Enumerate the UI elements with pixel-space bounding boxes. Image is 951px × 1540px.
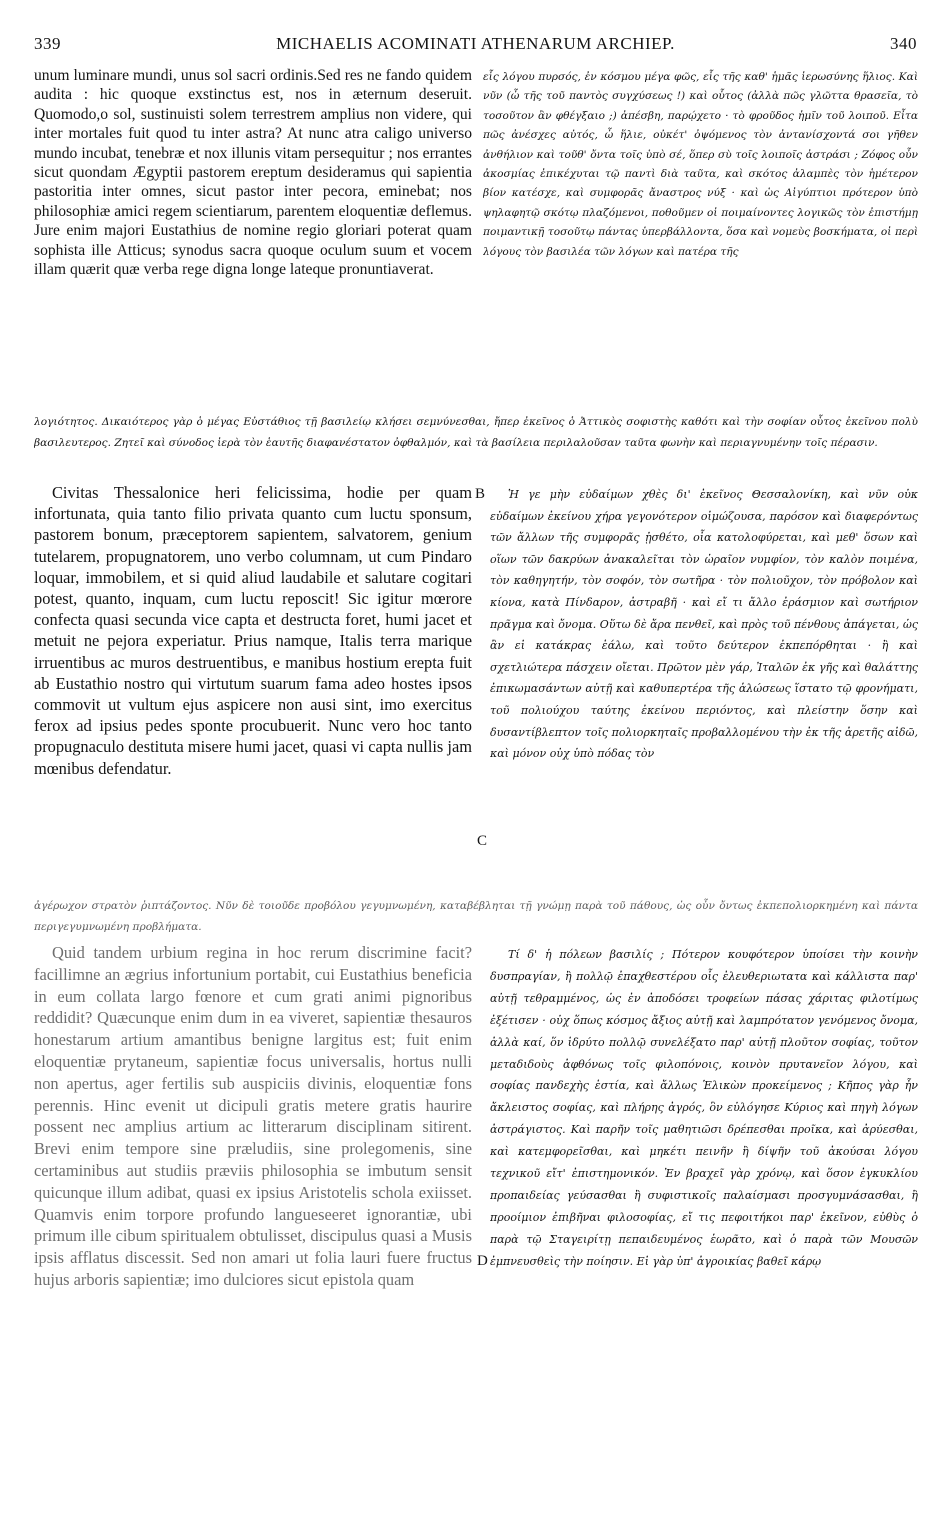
latin-paragraph-2: Civitas Thessalonice heri felicissima, hodie per quam infortunata, quia tanto filio privata quanto cum luctu sponsum, pastorem bonum, præceptorem sapientem, salvatorem, genium tutelarem, propugnatorem, uno verbo columnam, ut cum Pindaro loquar, immobilem, et si quid aliud laudabile et salutare cogitari potest, quanto, inquam, cum luctu reposcit! Sic igitur mœrore confecta quasi secunda vice capta et destructa foret, humi jacet et metuit ne pejora experiatur. Prius namque, Italis terra marique irruentibus ac muros destruentibus, e manibus hostium erepta fuit ab Eustathio nostro qui virtutum suarum fama adeo hostes ipsos commovit ut vultum ejus aspicere non ausi sint, imo exercitus ferox ad ipsius pedes sponte procubuerit. Nunc vero hoc tanto propugnaculo destituta misere humi jacet, quasi vi capta nullis jam mœnibus defendatur.	[34, 483, 472, 778]
greek-paragraph-1: εἷς λόγου πυρσός, ἐν κόσμου μέγα φῶς, εἷς τῆς καθ' ἡμᾶς ἱερωσύνης ἥλιος. Καὶ νῦν (ὦ τῆς τοῦ παντὸς συγχύσεως !) καὶ οὗτος (ἀλλὰ πῶς γλῶττα θρασεῖα, τὸ τοσοῦτον ἂν φθέγξαιο ;) ἀπέσβη, παρῴχετο · τὸ φροῦδος ἡμῖν τοῦ λοιποῦ. Εἶτα πῶς ἀνέσχες αὐτός, ὦ ἥλιε, οὐκέτ' ὀψόμενος τὸν ἀντανίσχοντά σοι γῆθεν ἀνθήλιον καὶ τοῦθ' ὄντα τοῖς ὑπὸ σέ, ὅπερ σὺ τοῖς λοιποῖς ἀστράσι ; Ζόφος οὖν ἀκοσμίας ἐπικέχυται τῷ παντὶ διὰ ταῦτα, καὶ σκότος ἀλαμπὲς τὸν ἡμέτερον βίον κατέσχε, καὶ συμφορᾶς ἄναστρος νύξ · καὶ ὡς Αἰγύπτιοι πρότερον ὑπὸ ψηλαφητῷ σκότῳ πλαζόμενοι, ποθοῦμεν οἱ ποιμαίνοντες λογικῶς τὸν ἐπιστήμῃ ποιμαντικῇ τοσοῦτῳ πάντας ὑπερβάλλοντα, ὅσα καὶ νομεὺς βοσκήματα, οἱ περὶ λόγους τὸν βασιλέα τῶν λόγων καὶ πατέρα τῆς	[483, 71, 918, 258]
page-number-left: 339	[34, 34, 61, 53]
margin-marker-b: B	[475, 486, 486, 502]
latin-paragraph-3: Quid tandem urbium regina in hoc rerum discrimine facit? facillimne an ægrius infortunium portabit, cui Eustathius beneficia in eum collata largo fœnore et cum grati animi pignoribus reddidit? Quæcunque enim dum in ea viveret, sapientiæ thesauros honestarum artium amantibus benigne largitus est; fuit enim eloquentiæ prytaneum, sapientiæ focus universalis, hortus nulli non apertus, ager fertilis sub auspiciis divinis, eloquentiæ fons perennis. Hinc evenit ut dicipuli gratis metere gratis haurire possent nec amplius artium ac litterarum disciplinam sitirent. Brevi enim tempore sine præludiis, sine prolegomenis, sine certaminibus aut studiis præviis philosophia se imbutum sensit quicunque illum adibat, quasi ex ipsius Aristotelis schola exiisset. Quamvis enim torpore profundo langueseeret ignorantiæ, ubi primum ille cibum spiritualem obtulisset, discipulus quasi a Musis ipsis afflatus discessit. Sed non amari ut folia lauri fuere fructus hujus arboris sapientiæ; imo dulciores sicut epistola quam	[34, 943, 472, 1289]
latin-paragraph-1: unum luminare mundi, unus sol sacri ordinis.Sed res ne fando quidem audita : hic quoque exstinctus est, nos in æternum deseruit. Quomodo,o sol, sustinuisti solem terrestrem amplius non videre, qui inter mortales fuit quod tu inter astra? At nunc atra caligo universo mundo incubat, tenebræ et nox illunis vitam persequitur ; nos errantes sicut quondam Ægyptii pastorem ereptum desideramus qui sapientia pastoritia inter omnes, sicut pastor inter pecora, eminebat; nos philosophiæ amici regem scientiarum, parentem eloquentiæ deflemus. Jure enim majori Eustathius de nomine regio gloriari poterat quam sophista ille Atticus; synodus sacra quoque oculum suum et vocem illam quærit quæ verba rege digna longe lateque pronuntiaverat.	[34, 67, 472, 279]
margin-marker-c: C	[477, 833, 488, 849]
greek-paragraph-3: Τί δ' ἡ πόλεων βασιλίς ; Πότερον κουφότερον ὑποίσει τὴν κοινὴν δυσπραγίαν, ἢ πολλῷ ἐπαχθεστέρου οἷς ἐλευθεριωτατα καὶ κάλλιστα παρ' αὐτῇ τεθραμμένος, ὡς ἐν ἀποδόσει τροφείων πάσας χάριτας φιλοτίμως ἐξέτισεν · οὐχ ὅπως κόσμος ἄξιος αὐτῇ καὶ λαμπρότατον γενόμενος ὄνομα, ἀλλὰ καί, ὅν ἱδρύτο πολλῷ συνελέξατο παρ' αὐτῇ πλοῦτον σοφίας, τοῦτον μεταδιδοὺς ἀφθόνως τοῖς φιλοπόνοις, κοινὸν πρυτανεῖον λόγου, καὶ σοφίας πανδεχὴς ἑστία, καὶ ἄλλως Ἑλικὼν προκείμενος ; Κῆπος γὰρ ἦν ἄκλειστος σοφίας, καὶ πλήρης ἀγρός, ὃν εὐλόγησε Κύριος καὶ πηγὴ λόγων ἀστράγιστος. Καὶ παρῆν τοῖς μαθητιῶσι δρέπεσθαι προῖκα, καὶ ἀρύεσθαι, καὶ κατεμφορεῖσθαι, καὶ μηκέτι πεινῆν ἢ δίψῆν τοῦ ἀκούσαι λόγου τεχνικοῦ εἴτ' ἐπιστημονικόν. Ἐν βραχεῖ γὰρ χρόνῳ, καὶ ὅσον ἐγκυκλίου προπαιδείας γεύσασθαι ἢ συφιστικοῖς παλαίσμασι προσγυμνάσασθαι, ἢ προοίμιον ἐπιβῆναι φιλοσοφίας, εἴ τις πεφοιτήκοι παρ' ἐκεῖνον, εὐθὺς ὁ παρὰ τῷ Σταγειρίτῃ πεπαιδευμένος ἑωρᾶτο, καὶ ὁ παρὰ τῶν Μουσῶν ἐμπνευσθεὶς τὴν ποίησιν. Εἰ γὰρ ὑπ' ἀγροικίας βαθεῖ κάρῳ	[490, 948, 918, 1268]
page-header	[34, 34, 917, 58]
margin-marker-d: D	[477, 1253, 488, 1269]
greek-fullwidth-1: λογιότητος. Δικαιότερος γὰρ ὁ μέγας Εὐστάθιος τῇ βασιλείῳ κλήσει σεμνύνεσθαι, ἤπερ ἐκεῖνος ὁ Ἀττικὸς σοφιστὴς καθότι καὶ τὴν σοφίαν οὗτος ἐκεῖνου πολὺ βασιλευτερος. Ζητεῖ καὶ σύνοδος ἱερὰ τὸν ἑαυτῆς διαφανέστατον ὀφθαλμόν, καὶ τὰ βασίλεια περιλαλοῦσαν ταῦτα φωνὴν καὶ περιαγνυμένην τοῖς πέρασιν.	[34, 416, 918, 449]
greek-fullwidth-2: ἀγέρωχον στρατὸν ῥιπτάζοντος. Νῦν δὲ τοιοῦδε προβόλου γεγυμνωμένη, καταβέβληται τῇ γνώμῃ παρὰ τοῦ πάθους, ὡς οὖν ὄντως ἐκπεπολιορκημένη καὶ πάντα περιγεγυμνωμένη προβλήματα.	[34, 900, 918, 933]
greek-paragraph-2: Ἡ γε μὴν εὐδαίμων χθὲς δι' ἐκεῖνος Θεσσαλονίκη, καὶ νῦν οὐκ εὐδαίμων ἐκείνου χήρα γεγονότερον οἰμώζουσα, παρόσον καὶ διαφερόντως τῶν ἄλλων τῆς συμφορᾶς ᾐσθέτο, οἷα κατολοφύρεται, καὶ μεθ' ὅσων καὶ οἵων τῶν δακρύων ἀνακαλεῖται τὸν ὡραῖον νυμφίον, τὸν καλὸν ποιμένα, τὸν καθηγητήν, τὸν σοφόν, τὸν σωτῆρα · τὸν πολιοῦχον, τὸν πρόβολον καὶ κίονα, κατὰ Πίνδαρον, ἀστραβῆ · καὶ εἴ τι ἄλλο ἐράσμιον καὶ σωτήριον πρᾶγμα καὶ ὄνομα. Οὕτω δὲ ἄρα πενθεῖ, καὶ πρὸς τοῦ πένθους ἀπάγεται, ὡς ἂν εἰ κατάκρας ἑάλω, καὶ τοῦτο δεύτερον ἐκπεπόρθηται · ἢ καὶ σχετλιώτερα πάσχειν οἴεται. Πρῶτον μὲν γάρ, Ἰταλῶν ἐκ γῆς καὶ θαλάττης ἐπικωμασάντων αὐτῇ καὶ καθυπερτέρα τῆς ἁλώσεως ἵστατο τῷ φρονήματι, τοῦ πολιούχου ταύτης ἐκείνου περιόντος, καὶ πλείστην ὅσην καὶ δυσαντίβλεπτον τοῖς πολιορκηταῖς προβαλλομένου τὴν ἐκ τῆς ἀρετῆς αἰδῶ, καὶ μόνον οὐχ ὑπὸ πόδας τὸν	[490, 488, 918, 761]
running-title: MICHAELIS ACOMINATI ATHENARUM ARCHIEP.	[276, 34, 675, 53]
page-number-right: 340	[890, 34, 917, 53]
